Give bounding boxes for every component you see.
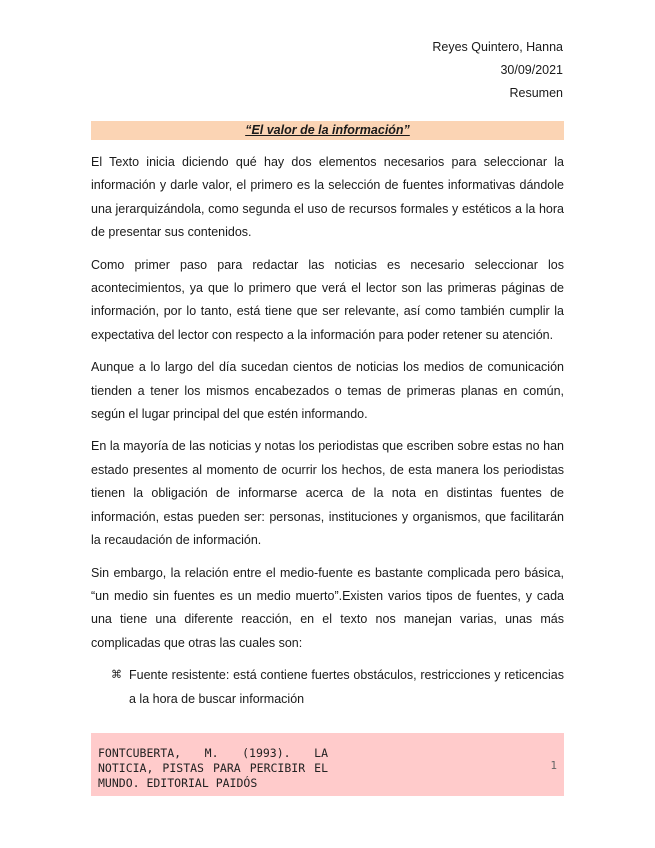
footer-reference-box bbox=[91, 733, 564, 796]
paragraph: Aunque a lo largo del día sucedan cientos de noticias los medios de comunicación tienden a tener los mismos encabezados o temas de primeras planas en común, según el lugar principal del que estén informando. bbox=[91, 360, 564, 422]
list-item bbox=[91, 664, 564, 711]
document-date: 30/09/2021 bbox=[500, 63, 563, 77]
paragraph: El Texto inicia diciendo qué hay dos elementos necesarios para seleccionar la información y darle valor, el primero es la selección de fuentes informativas dándole una jerarquizándola, como segunda el uso de recursos formales y estéticos a la hora de presentar sus contenidos. bbox=[91, 155, 564, 240]
document-type: Resumen bbox=[509, 86, 563, 100]
document-title: “El valor de la información” bbox=[91, 121, 564, 140]
paragraph: Como primer paso para redactar las noticias es necesario seleccionar los acontecimientos, ya que lo primero que verá el lector son las primeras páginas de información, por lo tanto, está tiene que ser relevante, así como también cumplir la expectativa del lector con respecto a la información para poder retener su atención. bbox=[91, 257, 564, 342]
bibliographic-reference: FONTCUBERTA, M. (1993). LA NOTICIA, PISTAS PARA PERCIBIR EL MUNDO. EDITORIAL PAIDÓS bbox=[98, 746, 328, 790]
list-item-text: Fuente resistente: está contiene fuertes obstáculos, restricciones y reticencias a la hora de buscar información bbox=[129, 668, 564, 706]
source-types-list bbox=[91, 664, 564, 711]
bullet-icon: ⌘ bbox=[111, 669, 122, 682]
paragraph: En la mayoría de las noticias y notas los periodistas que escriben sobre estas no han estado presentes al momento de ocurrir los hechos, de esta manera los periodistas tienen la obligación de informarse acerca de la nota en distintas fuentes de información, estas pueden ser: personas, instituciones y organismos, que facilitarán la recaudación de información. bbox=[91, 439, 564, 548]
author-name: Reyes Quintero, Hanna bbox=[432, 40, 563, 54]
document-header bbox=[432, 36, 563, 105]
page-number: 1 bbox=[550, 759, 557, 772]
paragraph: Sin embargo, la relación entre el medio-fuente es bastante complicada pero básica, “un medio sin fuentes es un medio muerto”.Existen varios tipos de fuentes, y cada una tiene una diferente reacción, en el texto nos manejan varias, unas más complicadas que otras las cuales son: bbox=[91, 565, 564, 650]
document-body bbox=[91, 151, 564, 711]
